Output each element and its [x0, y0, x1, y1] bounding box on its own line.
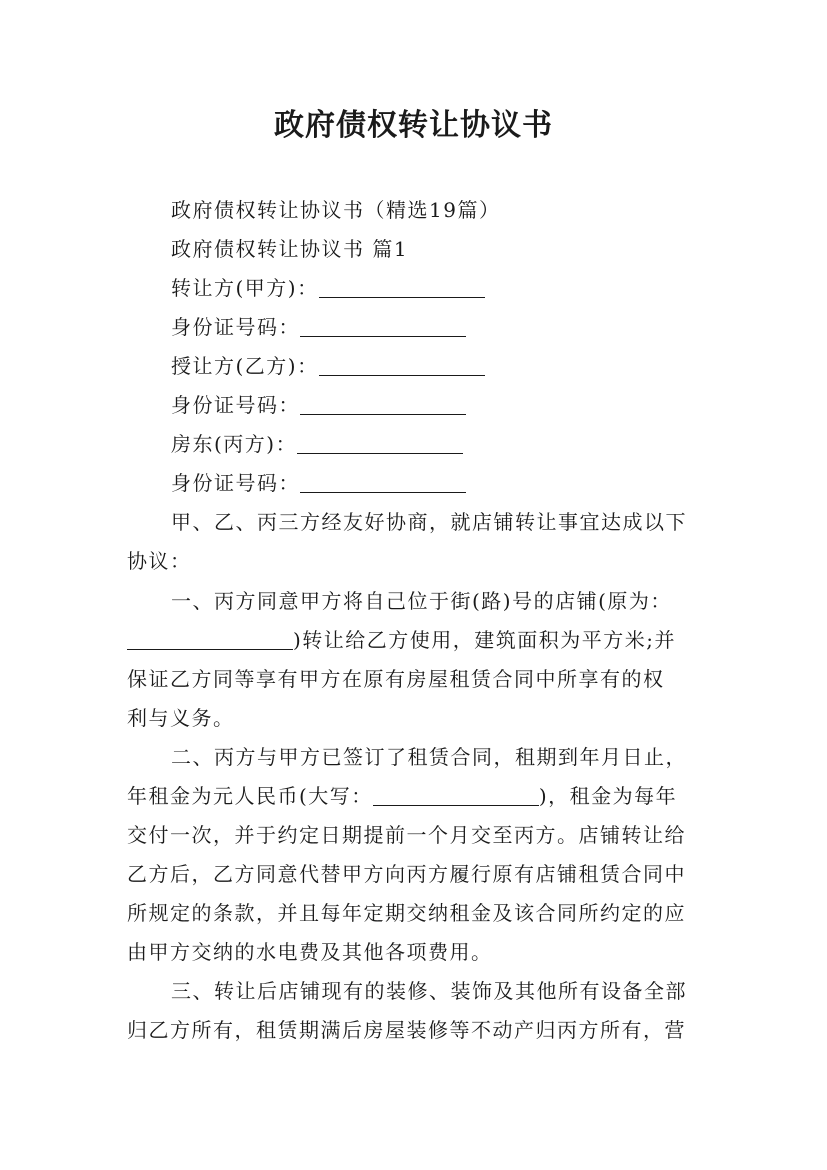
section-heading: 政府债权转让协议书 篇1 — [171, 237, 409, 261]
paragraph-line: 甲、乙、丙三方经友好协商，就店铺转让事宜达成以下 — [171, 510, 687, 534]
transferor-id-label: 身份证号码： — [171, 315, 300, 339]
paragraph-line: 交付一次，并于约定日期提前一个月交至丙方。店铺转让给 — [127, 823, 686, 847]
paragraph-text: 年租金为元人民币(大写： — [127, 784, 373, 808]
landlord-id-field — [171, 471, 466, 495]
paragraph-line: 乙方后，乙方同意代替甲方向丙方履行原有店铺租赁合同中 — [127, 862, 686, 886]
paragraph-line: 由甲方交纳的水电费及其他各项费用。 — [127, 940, 493, 964]
transferee-field — [171, 354, 485, 378]
transferee-id-field — [171, 393, 466, 417]
paragraph-line: 一、丙方同意甲方将自己位于街(路)号的店铺(原为： — [171, 589, 672, 613]
transferor-id-blank — [300, 318, 466, 337]
subtitle-line: 政府债权转让协议书（精选19篇） — [171, 198, 501, 222]
transferor-id-field — [171, 315, 466, 339]
original-use-blank — [127, 631, 293, 650]
paragraph-text: )，租金为每年 — [538, 784, 678, 808]
landlord-label: 房东(丙方)： — [171, 432, 298, 456]
transferor-blank — [319, 279, 485, 298]
landlord-id-label: 身份证号码： — [171, 471, 300, 495]
paragraph-line: 协议： — [127, 549, 192, 573]
paragraph-line — [127, 628, 676, 652]
landlord-blank — [297, 435, 463, 454]
landlord-id-blank — [300, 474, 466, 493]
paragraph-line: 所规定的条款，并且每年定期交纳租金及该合同所约定的应 — [127, 901, 686, 925]
transferor-field — [171, 276, 485, 300]
paragraph-line — [127, 784, 677, 808]
paragraph-line: 利与义务。 — [127, 706, 235, 730]
paragraph-line: 保证乙方同等享有甲方在原有房屋租赁合同中所享有的权 — [127, 667, 665, 691]
paragraph-line: 二、丙方与甲方已签订了租赁合同，租期到年月日止， — [171, 745, 687, 769]
transferee-id-label: 身份证号码： — [171, 393, 300, 417]
paragraph-line: 归乙方所有，租赁期满后房屋装修等不动产归丙方所有，营 — [127, 1018, 686, 1042]
transferee-blank — [319, 357, 485, 376]
document-title: 政府债权转让协议书 — [274, 108, 553, 143]
paragraph-line: 三、转让后店铺现有的装修、装饰及其他所有设备全部 — [171, 979, 687, 1003]
rent-amount-blank — [373, 787, 539, 806]
paragraph-text: )转让给乙方使用，建筑面积为平方米;并 — [293, 628, 677, 652]
landlord-field — [171, 432, 463, 456]
transferee-label: 授让方(乙方)： — [171, 354, 319, 378]
transferor-label: 转让方(甲方)： — [171, 276, 319, 300]
transferee-id-blank — [300, 396, 466, 415]
